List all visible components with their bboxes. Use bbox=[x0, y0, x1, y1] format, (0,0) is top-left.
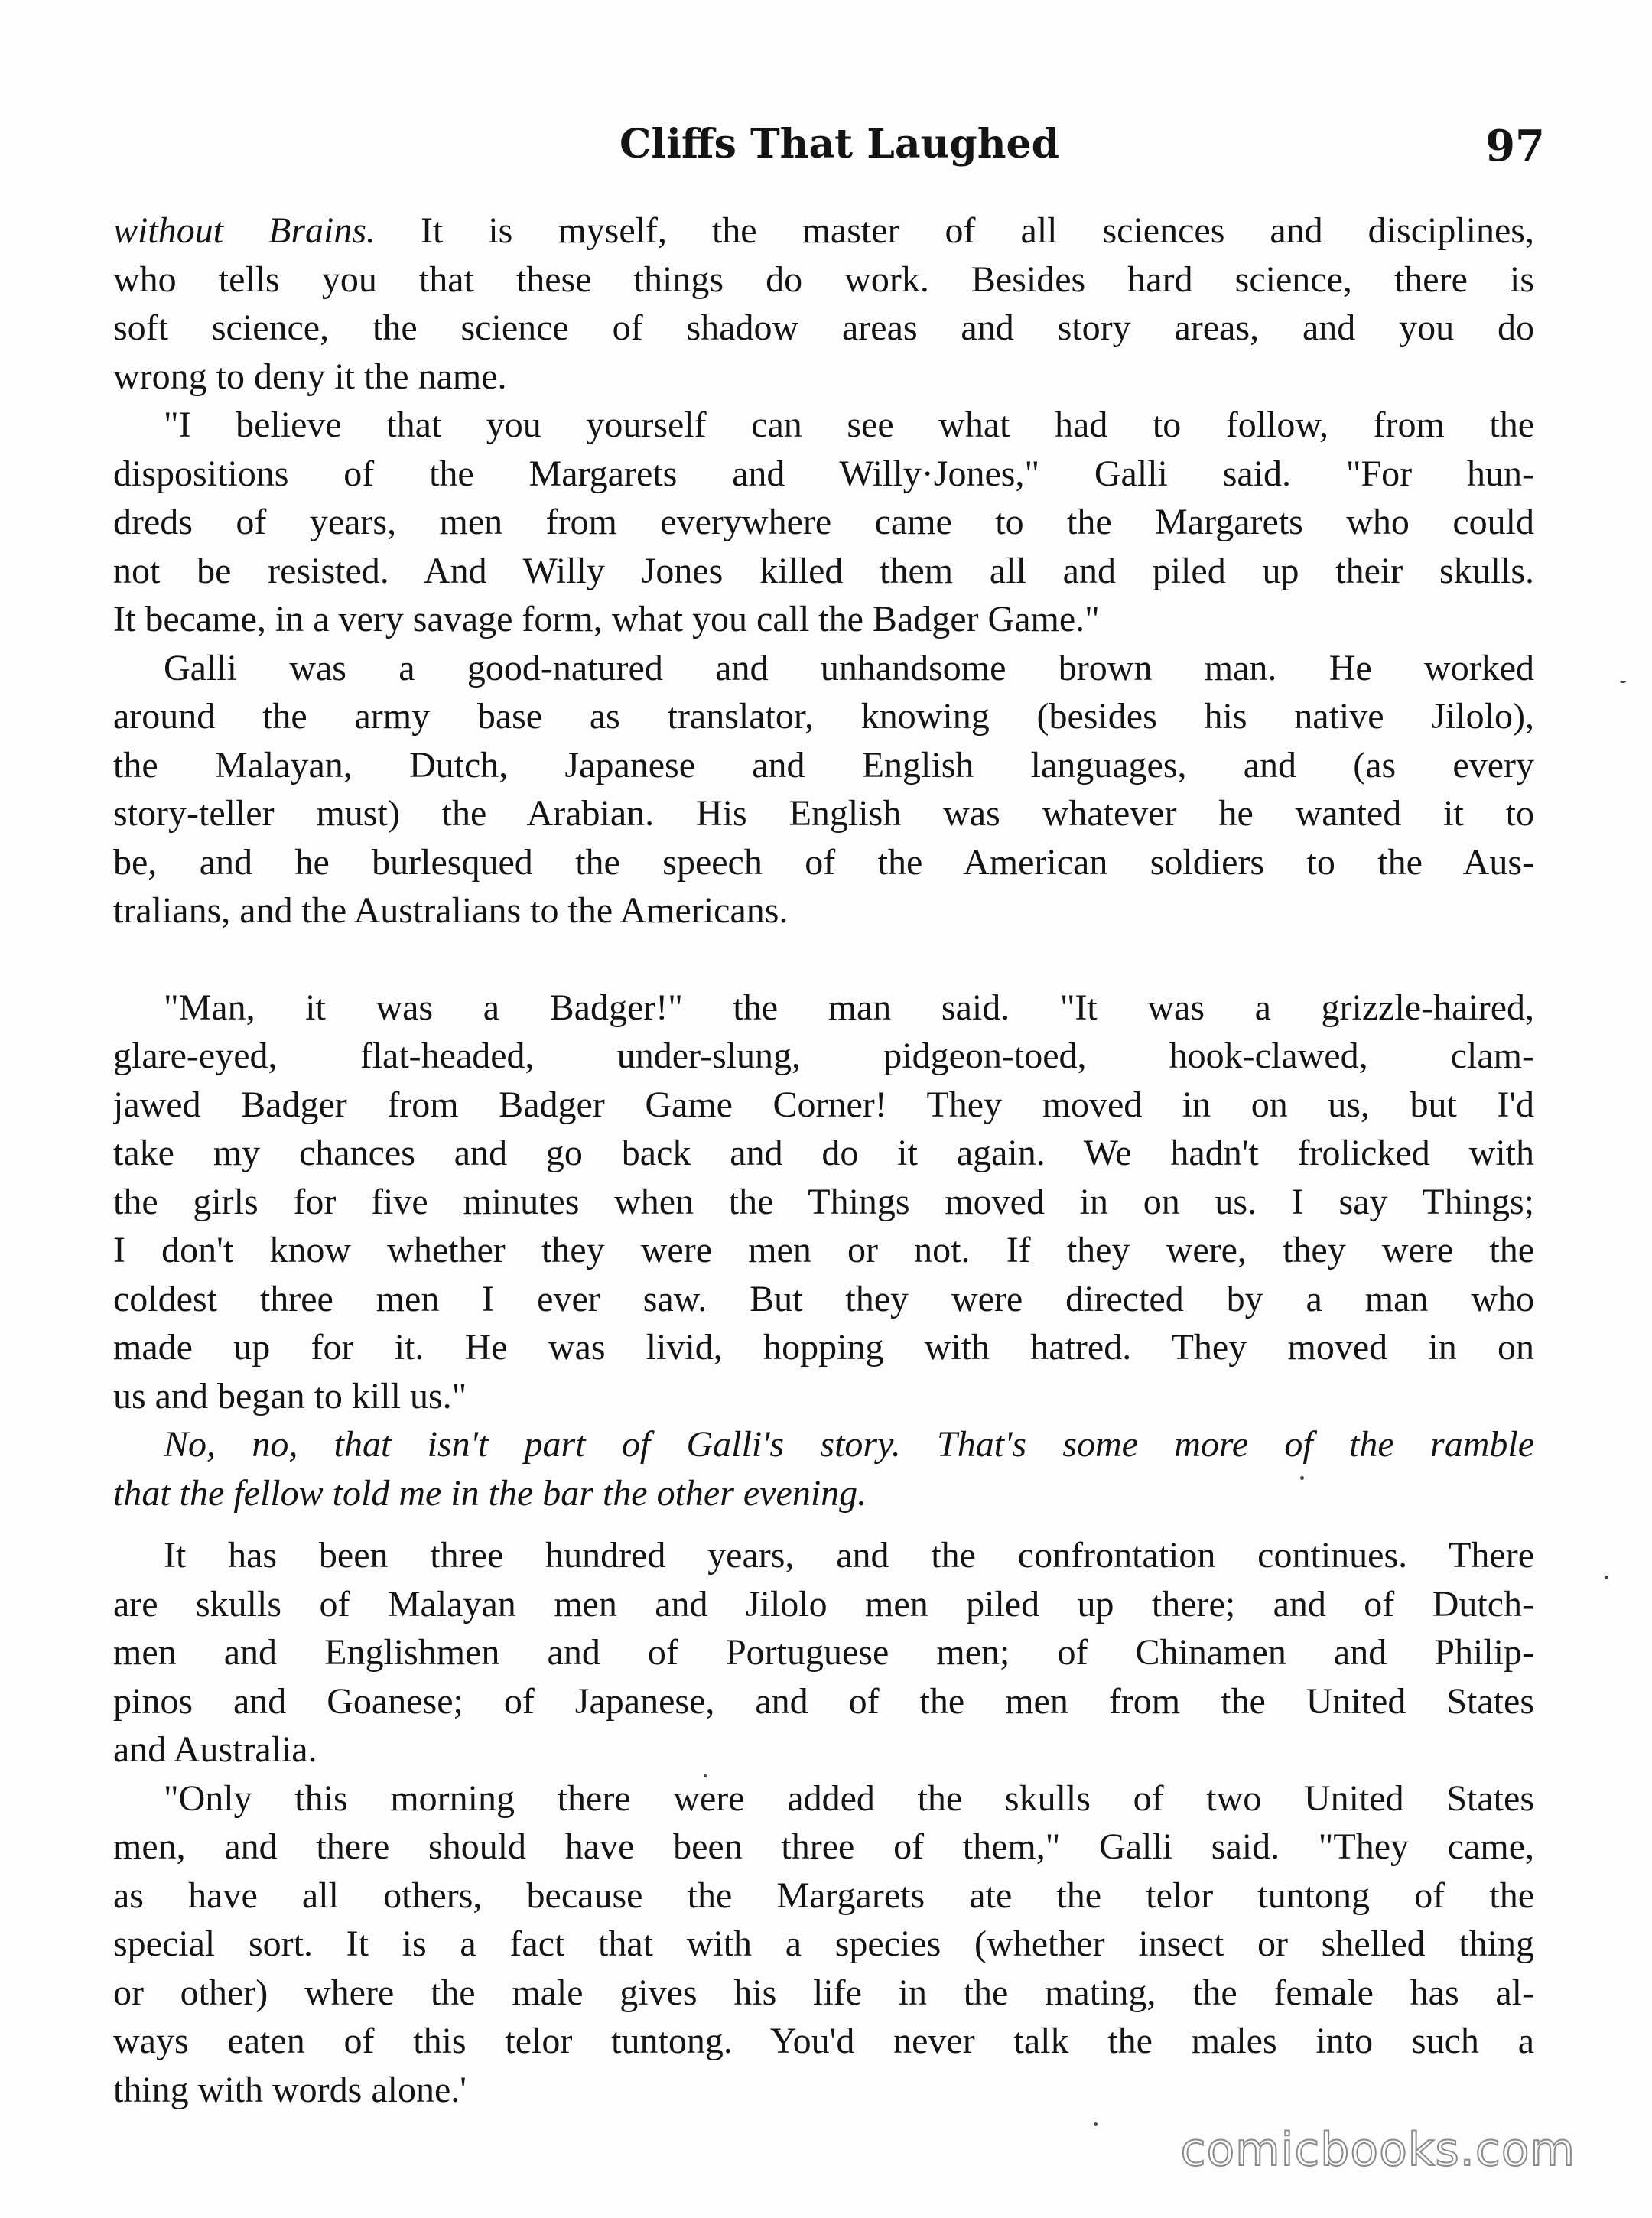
text-line bbox=[113, 1628, 1534, 1677]
text-run: "I believe that you yourself can see what had to follow, from the bbox=[164, 405, 1534, 445]
scan-speck bbox=[1300, 1476, 1304, 1480]
paragraph-spacer bbox=[113, 1517, 1534, 1531]
text-line bbox=[113, 498, 1534, 547]
text-line bbox=[113, 1178, 1534, 1227]
text-line bbox=[113, 595, 1534, 644]
paragraph bbox=[113, 401, 1534, 644]
text-line bbox=[113, 1677, 1534, 1726]
text-run: It is myself, the master of all sciences and disciplines, bbox=[376, 210, 1534, 251]
paragraph bbox=[113, 984, 1534, 1421]
text-run: jawed Badger from Badger Game Corner! They moved in on us, but I'd bbox=[113, 1084, 1534, 1125]
text-line bbox=[113, 1969, 1534, 2018]
paragraph-spacer bbox=[113, 935, 1534, 984]
text-line bbox=[113, 1323, 1534, 1372]
text-run: and Australia. bbox=[113, 1729, 317, 1770]
page-number: 97 bbox=[1485, 121, 1545, 171]
text-line bbox=[113, 450, 1534, 499]
text-run: be, and he burlesqued the speech of the American soldiers to the Aus- bbox=[113, 841, 1534, 883]
text-line bbox=[113, 984, 1534, 1033]
text-run: wrong to deny it the name. bbox=[113, 356, 507, 397]
text-line bbox=[113, 838, 1534, 887]
text-run: the Malayan, Dutch, Japanese and English languages, and (as every bbox=[113, 744, 1534, 785]
paragraph bbox=[113, 1531, 1534, 1774]
body-text bbox=[113, 207, 1534, 2114]
text-line bbox=[113, 1725, 1534, 1774]
text-line bbox=[113, 789, 1534, 838]
text-run: pinos and Goanese; of Japanese, and of the men from the United States bbox=[113, 1680, 1534, 1722]
italic-text: without Brains. bbox=[113, 210, 376, 251]
scan-speck bbox=[1094, 2122, 1098, 2126]
text-line bbox=[113, 1129, 1534, 1178]
italic-text: that the fellow told me in the bar the other evening. bbox=[113, 1472, 867, 1514]
text-run: Galli was a good-natured and unhandsome brown man. He worked bbox=[164, 647, 1534, 688]
text-run: "Only this morning there were added the skulls of two United States bbox=[164, 1777, 1534, 1819]
text-run: ways eaten of this telor tuntong. You'd never talk the males into such a bbox=[113, 2021, 1534, 2061]
text-run: special sort. It is a fact that with a species (whether insect or shelled thing bbox=[113, 1924, 1534, 1964]
text-run: It became, in a very savage form, what you call the Badger Game." bbox=[113, 599, 1100, 639]
text-line bbox=[113, 1226, 1534, 1275]
scan-speck bbox=[1605, 1576, 1608, 1579]
text-line bbox=[113, 2066, 1534, 2115]
text-line bbox=[113, 692, 1534, 741]
text-run: soft science, the science of shadow areas and story areas, and you do bbox=[113, 307, 1534, 348]
text-run: as have all others, because the Margarets ate the telor tuntong of the bbox=[113, 1875, 1534, 1916]
text-run: "Man, it was a Badger!" the man said. "It was a grizzle-haired, bbox=[164, 987, 1534, 1028]
paragraph bbox=[113, 1420, 1534, 1517]
text-line bbox=[113, 1032, 1534, 1081]
text-line bbox=[113, 1420, 1534, 1469]
text-run: not be resisted. And Willy Jones killed them all and piled up their skulls. bbox=[113, 550, 1534, 591]
text-line bbox=[113, 1580, 1534, 1629]
scan-speck bbox=[1620, 681, 1626, 683]
text-run: take my chances and go back and do it again. We hadn't frolicked with bbox=[113, 1133, 1534, 1173]
italic-text: No, no, that isn't part of Galli's story. That's some more of the ramble bbox=[164, 1424, 1534, 1465]
paragraph bbox=[113, 1774, 1534, 2115]
text-line bbox=[113, 1531, 1534, 1580]
text-run: the girls for five minutes when the Things moved in on us. I say Things; bbox=[113, 1181, 1534, 1222]
text-run: or other) where the male gives his life in the mating, the female has al- bbox=[113, 1972, 1534, 2013]
text-line bbox=[113, 1081, 1534, 1130]
text-run: us and began to kill us." bbox=[113, 1375, 467, 1416]
text-line bbox=[113, 2017, 1534, 2066]
paragraph bbox=[113, 644, 1534, 935]
text-run: story-teller must) the Arabian. His English was whatever he wanted it to bbox=[113, 793, 1534, 834]
text-line bbox=[113, 401, 1534, 450]
text-line bbox=[113, 207, 1534, 255]
text-run: men, and there should have been three of them," Galli said. "They came, bbox=[113, 1826, 1534, 1867]
text-run: thing with words alone.' bbox=[113, 2069, 467, 2110]
text-run: dreds of years, men from everywhere came to the Margarets who could bbox=[113, 502, 1534, 542]
text-run: are skulls of Malayan men and Jilolo men piled up there; and of Dutch- bbox=[113, 1583, 1534, 1624]
scan-speck bbox=[704, 1774, 707, 1777]
text-run: It has been three hundred years, and the confrontation continues. There bbox=[164, 1535, 1534, 1576]
running-title: Cliffs That Laughed bbox=[620, 121, 1059, 167]
text-run: glare-eyed, flat-headed, under-slung, pidgeon-toed, hook-clawed, clam- bbox=[113, 1036, 1534, 1076]
text-line bbox=[113, 1823, 1534, 1872]
watermark: comicbooks.com bbox=[1180, 2123, 1576, 2177]
text-line bbox=[113, 304, 1534, 353]
text-line bbox=[113, 644, 1534, 693]
text-line bbox=[113, 886, 1534, 935]
running-head bbox=[115, 121, 1553, 182]
paragraph bbox=[113, 207, 1534, 401]
text-run: around the army base as translator, knowing (besides his native Jilolo), bbox=[113, 696, 1534, 737]
text-run: coldest three men I ever saw. But they were directed by a man who bbox=[113, 1278, 1534, 1319]
text-run: I don't know whether they were men or not. If they were, they were the bbox=[113, 1230, 1534, 1270]
text-run: dispositions of the Margarets and Willy·Jones," Galli said. "For hun- bbox=[113, 453, 1534, 494]
text-line bbox=[113, 1872, 1534, 1920]
text-run: who tells you that these things do work. Besides hard science, there is bbox=[113, 259, 1534, 300]
text-line bbox=[113, 353, 1534, 402]
text-run: made up for it. He was livid, hopping with hatred. They moved in on bbox=[113, 1327, 1534, 1368]
text-line bbox=[113, 547, 1534, 596]
text-line bbox=[113, 1920, 1534, 1969]
text-line bbox=[113, 1275, 1534, 1324]
text-line bbox=[113, 1774, 1534, 1823]
text-line bbox=[113, 1469, 1534, 1518]
text-line bbox=[113, 1372, 1534, 1421]
text-run: tralians, and the Australians to the Americans. bbox=[113, 890, 789, 931]
text-run: men and Englishmen and of Portuguese men; of Chinamen and Philip- bbox=[113, 1632, 1534, 1673]
text-line bbox=[113, 741, 1534, 790]
text-line bbox=[113, 255, 1534, 304]
